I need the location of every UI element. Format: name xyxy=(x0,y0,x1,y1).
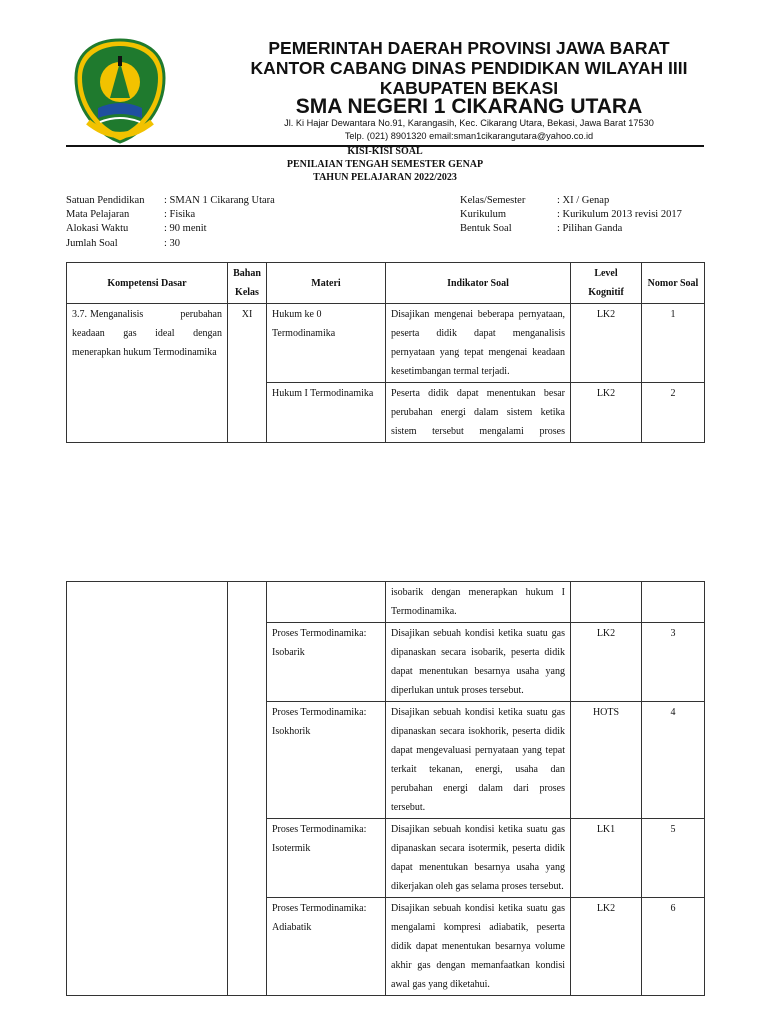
header-indikator-soal: Indikator Soal xyxy=(386,263,571,304)
nomor-cell xyxy=(642,582,705,623)
kelas-cell: XI xyxy=(228,304,267,443)
level-cell: LK2 xyxy=(571,304,642,383)
info-left-value-3: : 30 xyxy=(164,238,181,249)
indikator-cell: Disajikan mengenai beberapa pernyataan, peserta didik dapat menganalisis pernyataan yang tepat mengenai keadaan kesetimbangan termal terjadi. xyxy=(386,304,571,383)
nomor-cell: 5 xyxy=(642,819,705,898)
indikator-cell: Peserta didik dapat menentukan besar perubahan energi dalam sistem ketika sistem tersebut mengalami proses xyxy=(386,383,571,443)
doc-year: TAHUN PELAJARAN 2022/2023 xyxy=(313,172,457,183)
letterhead-regency: KABUPATEN BEKASI xyxy=(379,78,559,98)
table-row xyxy=(67,304,705,383)
header-bahan-kelas: Bahan Kelas xyxy=(228,263,267,304)
header-materi: Materi xyxy=(267,263,386,304)
materi-cell: Proses Termodinamika: Isobarik xyxy=(267,623,386,702)
doc-subtitle: PENILAIAN TENGAH SEMESTER GENAP xyxy=(286,159,484,170)
info-left-label-1: Mata Pelajaran xyxy=(66,209,130,220)
letterhead-school-name: SMA NEGERI 1 CIKARANG UTARA xyxy=(295,95,643,118)
level-cell: LK2 xyxy=(571,623,642,702)
nomor-cell: 3 xyxy=(642,623,705,702)
materi-cell: Proses Termodinamika: Isokhorik xyxy=(267,702,386,819)
jawa-barat-emblem-logo xyxy=(72,38,168,144)
nomor-cell: 4 xyxy=(642,702,705,819)
info-right-value-2: : Pilihan Ganda xyxy=(557,223,623,234)
nomor-cell: 2 xyxy=(642,383,705,443)
info-left-value-1: : Fisika xyxy=(164,209,196,220)
info-left-label-2: Alokasi Waktu xyxy=(66,223,129,234)
info-right-label-2: Bentuk Soal xyxy=(460,223,512,234)
level-cell: LK2 xyxy=(571,898,642,996)
info-left-value-0: : SMAN 1 Cikarang Utara xyxy=(164,195,275,206)
indikator-cell: Disajikan sebuah kondisi ketika suatu gas dipanaskan secara isokhorik, peserta didik dapat mengevaluasi pernyataan yang tepat terkait tekanan, energi, usaha dan perubahan energi dalam dari proses tersebut. xyxy=(386,702,571,819)
kd-number: 3.7. xyxy=(72,309,87,320)
materi-cell: Proses Termodinamika: Isotermik xyxy=(267,819,386,898)
info-right-label-1: Kurikulum xyxy=(460,209,507,220)
info-right-value-0: : XI / Genap xyxy=(557,195,610,206)
header-level-kognitif: Level Kognitif xyxy=(571,263,642,304)
header-kompetensi-dasar: Kompetensi Dasar xyxy=(67,263,228,304)
level-cell xyxy=(571,582,642,623)
materi-cell: Hukum I Termodinamika xyxy=(267,383,386,443)
info-left-label-0: Satuan Pendidikan xyxy=(66,195,145,206)
indikator-cell: Disajikan sebuah kondisi ketika suatu gas dipanaskan secara isobarik, peserta didik dapat menentukan besarnya usaha yang diperlukan untuk proses tersebut. xyxy=(386,623,571,702)
letterhead-contact: Telp. (021) 8901320 email:sman1cikarangutara@yahoo.co.id xyxy=(344,131,594,141)
letterhead-office: KANTOR CABANG DINAS PENDIDIKAN WILAYAH IIII xyxy=(250,58,688,78)
materi-cell xyxy=(267,582,386,623)
kd-text: Menganalisis perubahan keadaan gas ideal dengan menerapkan hukum Termodinamika xyxy=(72,309,222,358)
nomor-cell: 6 xyxy=(642,898,705,996)
kd-cell-continued xyxy=(67,582,228,996)
level-cell: HOTS xyxy=(571,702,642,819)
level-cell: LK2 xyxy=(571,383,642,443)
materi-cell: Proses Termodinamika: Adiabatik xyxy=(267,898,386,996)
indikator-cell-continued: isobarik dengan menerapkan hukum I Termodinamika. xyxy=(386,582,571,623)
nomor-cell: 1 xyxy=(642,304,705,383)
letterhead-province: PEMERINTAH DAERAH PROVINSI JAWA BARAT xyxy=(268,38,670,58)
kisi-kisi-table-part-1 xyxy=(66,262,705,443)
indikator-cell: Disajikan sebuah kondisi ketika suatu gas mengalami kompresi adiabatik, peserta didik dapat menentukan besarnya volume akhir gas dengan memanfaatkan kondisi awal gas yang diketahui. xyxy=(386,898,571,996)
info-right-label-0: Kelas/Semester xyxy=(460,195,526,206)
kisi-kisi-table-part-2 xyxy=(66,581,705,996)
doc-title: KISI-KISI SOAL xyxy=(347,146,423,157)
info-left-value-2: : 90 menit xyxy=(164,223,207,234)
materi-cell: Hukum ke 0 Termodinamika xyxy=(267,304,386,383)
table-header-row xyxy=(67,263,705,304)
level-cell: LK1 xyxy=(571,819,642,898)
info-left-label-3: Jumlah Soal xyxy=(66,238,118,249)
kd-cell xyxy=(67,304,228,443)
table-row xyxy=(67,582,705,623)
letterhead-address: Jl. Ki Hajar Dewantara No.91, Karangasih, Kec. Cikarang Utara, Bekasi, Jawa Barat 17530 xyxy=(284,118,654,128)
info-right-value-1: : Kurikulum 2013 revisi 2017 xyxy=(557,209,682,220)
header-nomor-soal: Nomor Soal xyxy=(642,263,705,304)
indikator-cell: Disajikan sebuah kondisi ketika suatu gas dipanaskan secara isotermik, peserta didik dapat menentukan besarnya usaha yang dikerjakan oleh gas selama proses tersebut. xyxy=(386,819,571,898)
kelas-cell-continued xyxy=(228,582,267,996)
